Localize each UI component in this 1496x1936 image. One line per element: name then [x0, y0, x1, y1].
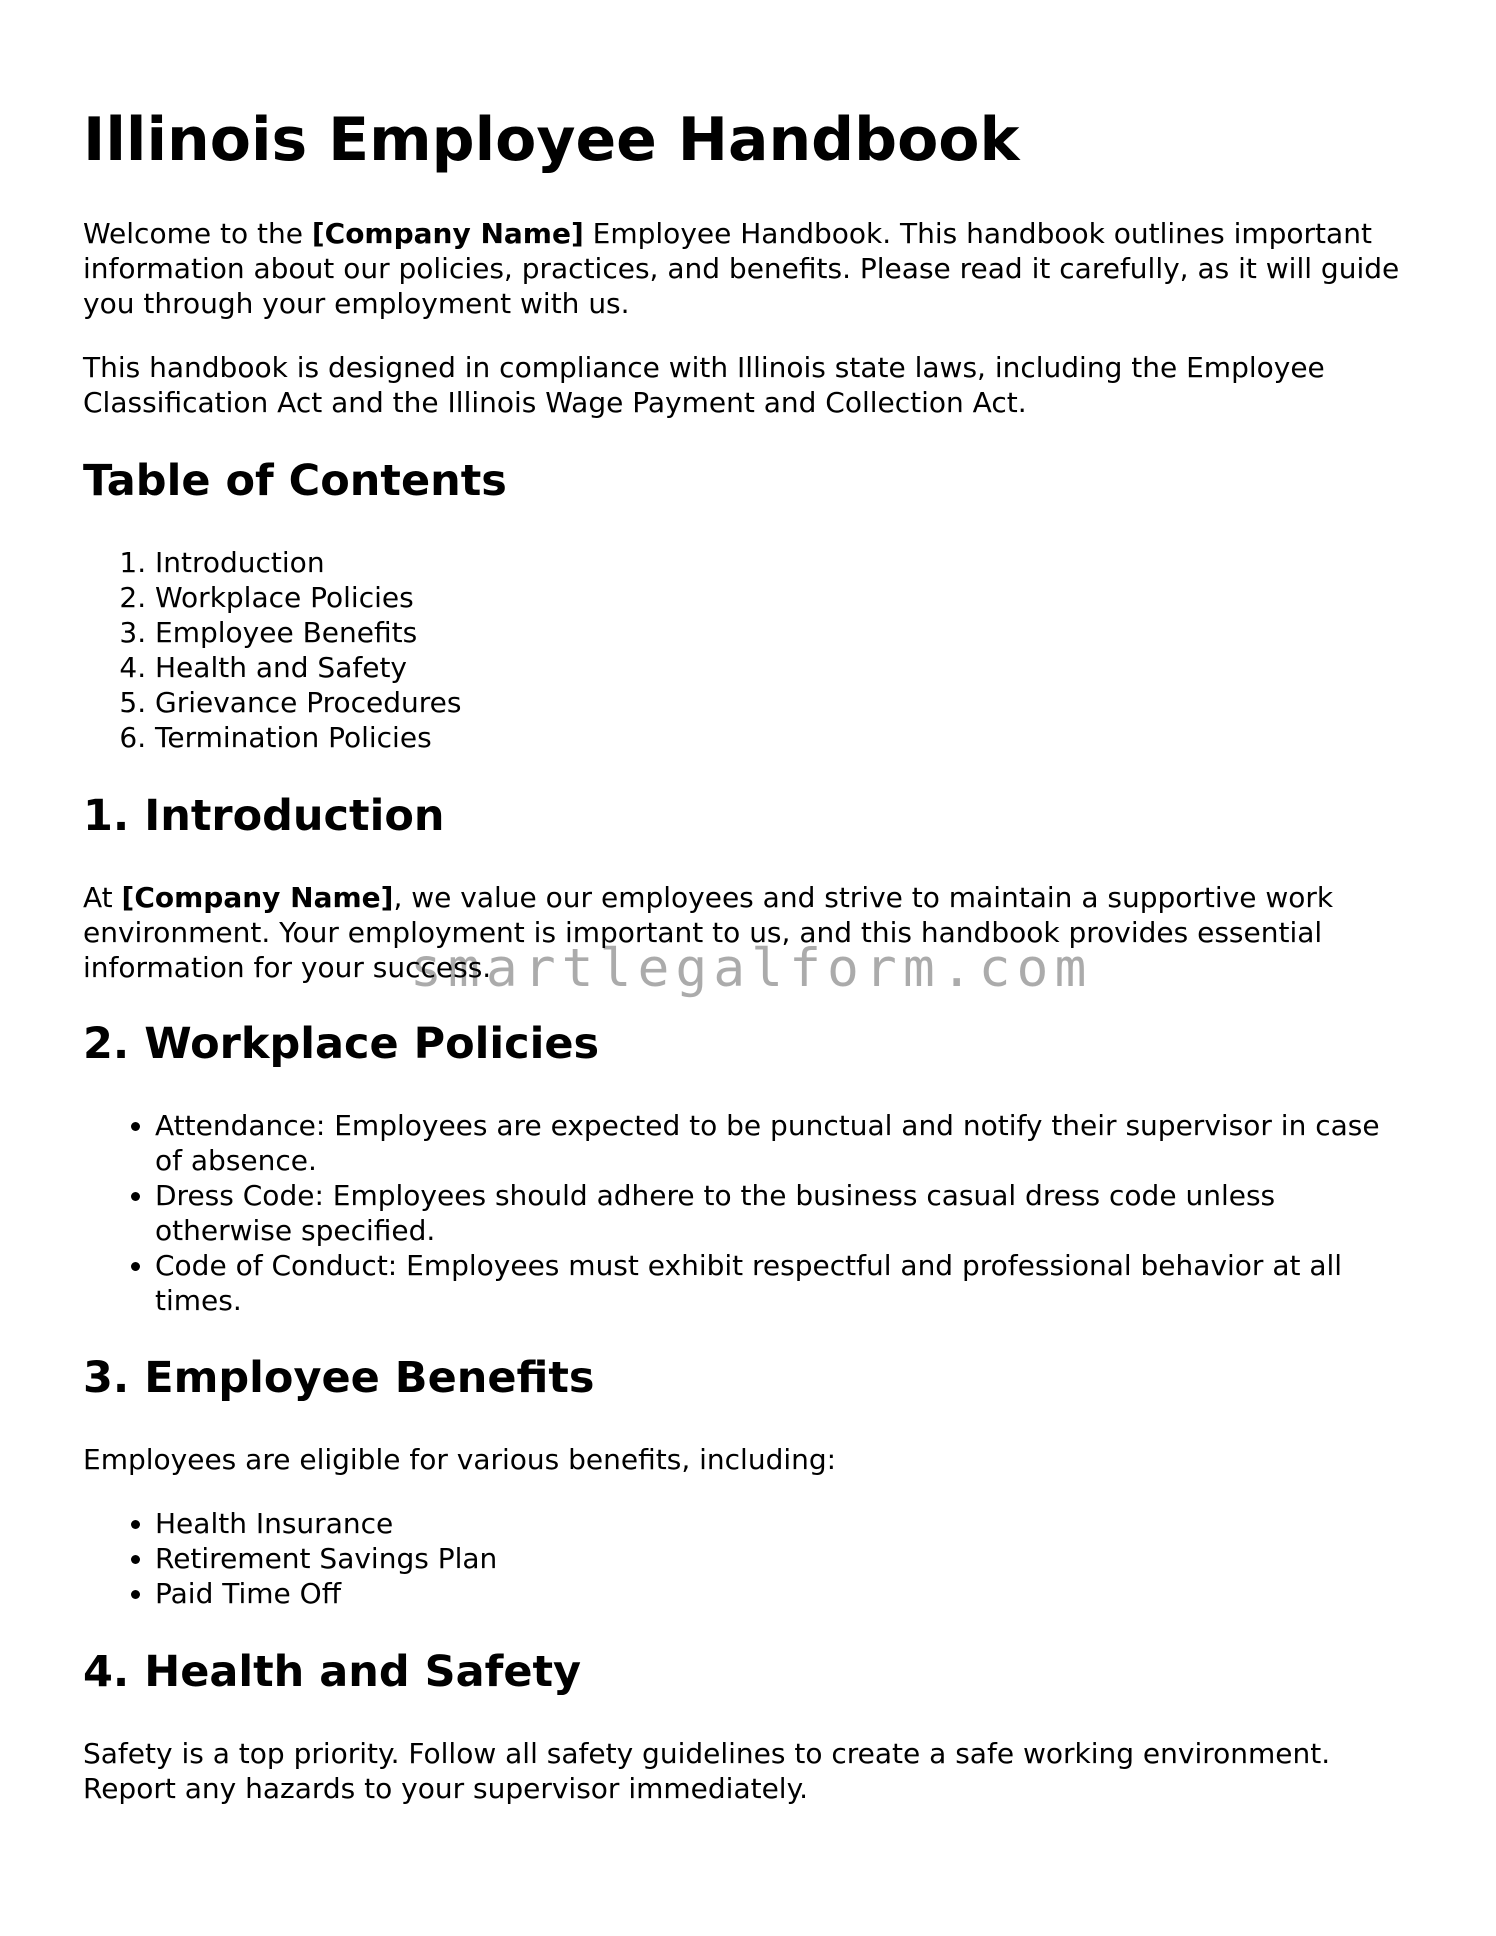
section-1-heading: 1. Introduction — [83, 791, 445, 841]
toc-item[interactable]: 1. Introduction — [155, 545, 1413, 580]
intro-text-suffix: Employee Handbook. This handbook outlines important information about our policies, practices, and benefits. Please read it carefully, as it will guide you through your employment with us. — [83, 217, 1400, 320]
toc-item[interactable]: 2. Workplace Policies — [155, 580, 1413, 615]
toc-item[interactable]: 6. Termination Policies — [155, 720, 1413, 755]
document-title: Illinois Employee Handbook — [83, 105, 1020, 175]
intro-paragraph-2: This handbook is designed in compliance with Illinois state laws, including the Employee Classification Act and the Illinois Wage Payment and Collection Act. — [83, 351, 1325, 419]
workplace-policies-list — [83, 1108, 1413, 1318]
list-item: • Code of Conduct: Employees must exhibit respectful and professional behavior at all times. — [155, 1248, 1413, 1318]
toc-item[interactable]: 5. Grievance Procedures — [155, 685, 1413, 720]
watermark: smartlegalform.com — [410, 938, 1093, 999]
toc-list — [83, 545, 1413, 755]
list-item: • Paid Time Off — [155, 1576, 1413, 1611]
intro-text-prefix: Welcome to the — [83, 217, 312, 250]
list-item: • Retirement Savings Plan — [155, 1541, 1413, 1576]
section-1-prefix: At — [83, 881, 122, 914]
list-item: • Attendance: Employees are expected to be punctual and notify their supervisor in case of absence. — [155, 1108, 1413, 1178]
benefits-list — [83, 1506, 1413, 1611]
list-item: • Dress Code: Employees should adhere to the business casual dress code unless otherwise specified. — [155, 1178, 1413, 1248]
toc-item[interactable]: 3. Employee Benefits — [155, 615, 1413, 650]
company-name-placeholder: [Company Name] — [121, 881, 394, 914]
company-name-placeholder: [Company Name] — [311, 217, 584, 250]
section-2-heading: 2. Workplace Policies — [83, 1019, 600, 1069]
list-item: • Health Insurance — [155, 1506, 1413, 1541]
section-4-paragraph: Safety is a top priority. Follow all safety guidelines to create a safe working environment. Report any hazards to your supervisor immediately. — [83, 1737, 1331, 1805]
section-1-paragraph — [83, 880, 1413, 985]
section-3-heading: 3. Employee Benefits — [83, 1353, 595, 1403]
section-4-heading: 4. Health and Safety — [83, 1647, 582, 1697]
toc-item[interactable]: 4. Health and Safety — [155, 650, 1413, 685]
intro-paragraph-1 — [83, 216, 1413, 321]
section-1-suffix: , we value our employees and strive to maintain a supportive work environment. Your employment is important to us, and this handbook provides essential information for your success. — [83, 881, 1334, 984]
toc-heading: Table of Contents — [83, 456, 507, 506]
section-3-intro: Employees are eligible for various benefits, including: — [83, 1443, 837, 1476]
